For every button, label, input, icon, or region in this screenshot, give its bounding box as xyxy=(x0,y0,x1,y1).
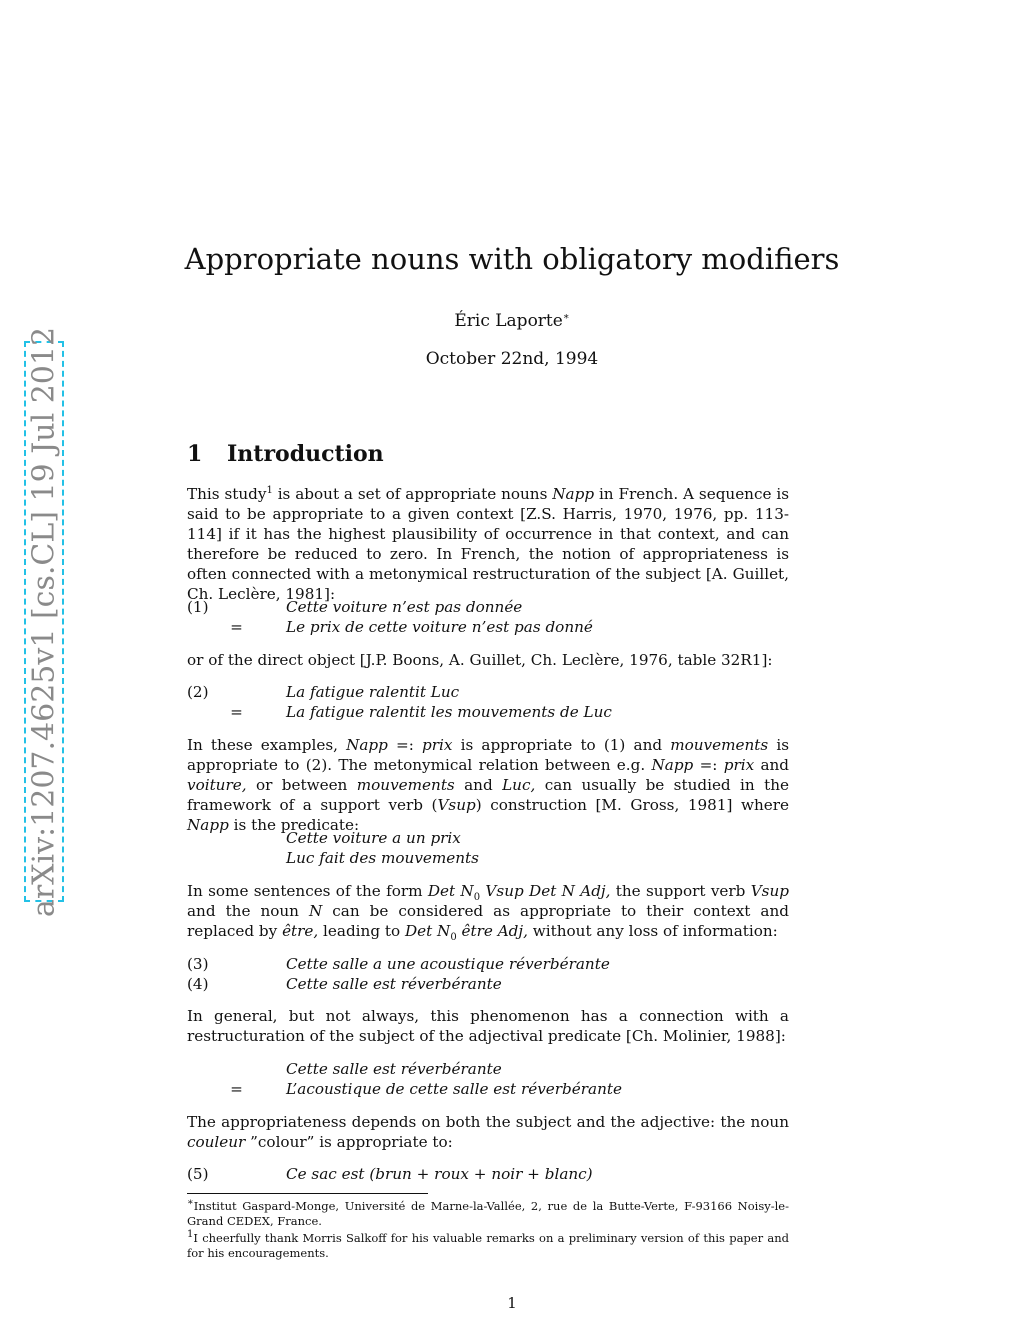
footnote-divider xyxy=(187,1193,428,1194)
arxiv-stamp xyxy=(24,326,64,917)
footnote-affiliation: ∗Institut Gaspard-Monge, Université de Marne-la-Vallée, 2, rue de la Butte-Verte, F-93166 Noisy-le-Grand CEDEX, France. xyxy=(187,1197,789,1228)
example-molinier-paraphrase xyxy=(187,1079,622,1099)
section-title: Introduction xyxy=(227,441,384,467)
example-sentence: Luc fait des mouvements xyxy=(286,849,479,867)
section-number: 1 xyxy=(187,441,203,467)
example-5 xyxy=(187,1164,593,1184)
author xyxy=(0,311,1024,331)
example-1-paraphrase xyxy=(187,617,593,637)
footnote-ref-1: 1 xyxy=(266,484,273,496)
paragraph-3: In these examples, Napp =: prix is appropriate to (1) and mouvements is appropriate to (2). The metonymical relation between e.g. Napp =: prix and voiture, or between mouvements and Luc, can usually be studied in the framework of a support verb (Vsup) construction [M. Gross, 1981] where Napp is the predicate: xyxy=(187,736,790,834)
example-sentence: Cette voiture a un prix xyxy=(286,829,461,847)
paragraph-1: This study$^1$ is about a set of appropriate nouns Napp in French. A sequence is said to be appropriate to a given context [Z.S. Harris, 1970, 1976, pp. 113-114] if it has the highest plausibility of occurrence in that context, and can therefore be reduced to zero. In French, the notion of appropriateness is often connected with a metonymical restructuration of the subject [A. Guillet, Ch. Leclère, 1981]: xyxy=(187,484,789,603)
example-sentence: Le prix de cette voiture n’est pas donné xyxy=(286,618,593,636)
section-heading xyxy=(187,441,384,467)
author-name: Éric Laporte xyxy=(454,311,563,331)
footnote-mark: 1 xyxy=(187,1229,194,1241)
example-molinier xyxy=(286,1059,502,1079)
arxiv-stamp-text: arXiv:1207.4625v1 [cs.CL] 19 Jul 2012 xyxy=(26,326,62,917)
paragraph-5: In general, but not always, this phenomenon has a connection with a restructuration of the subject of the adjectival predicate [Ch. Molinier, 1988]: xyxy=(187,1007,789,1045)
page-number: 1 xyxy=(507,1294,517,1312)
example-sentence: Cette voiture n’est pas donnée xyxy=(286,598,523,616)
example-sentence: La fatigue ralentit les mouvements de Luc xyxy=(286,703,612,721)
equals-sign: = xyxy=(230,703,243,721)
example-2-paraphrase xyxy=(187,702,612,722)
example-number: (1) xyxy=(187,598,209,616)
example-sentence: La fatigue ralentit Luc xyxy=(286,683,460,701)
example-number: (3) xyxy=(187,955,209,973)
footnote-acknowledgement: $^1$I cheerfully thank Morris Salkoff for his valuable remarks on a preliminary version of this paper and for his encouragements. xyxy=(187,1229,789,1260)
example-2 xyxy=(187,682,459,702)
date: October 22nd, 1994 xyxy=(425,349,599,369)
example-number: (2) xyxy=(187,683,209,701)
example-vsup-1 xyxy=(286,828,461,848)
paragraph-4: In some sentences of the form Det $N_0$ Vsup Det N Adj, the support verb Vsup and the noun N can be considered as appropriate to their context and replaced by être, leading to Det $N_0$ être Adj, without any loss of information: xyxy=(187,882,789,944)
example-number: (5) xyxy=(187,1165,209,1183)
example-sentence: L’acoustique de cette salle est réverbérante xyxy=(286,1080,622,1098)
example-sentence: Cette salle a une acoustique réverbérante xyxy=(286,955,610,973)
example-4 xyxy=(187,974,502,994)
example-sentence: Cette salle est réverbérante xyxy=(286,975,502,993)
example-sentence: Ce sac est (brun + roux + noir + blanc) xyxy=(286,1165,593,1183)
example-sentence: Cette salle est réverbérante xyxy=(286,1060,502,1078)
paper-title: Appropriate nouns with obligatory modifiers xyxy=(184,242,840,276)
footnote-mark: ∗ xyxy=(187,1197,194,1209)
example-vsup-2 xyxy=(286,848,479,868)
paragraph-6: The appropriateness depends on both the subject and the adjective: the noun couleur ”colour” is appropriate to: xyxy=(187,1113,789,1151)
equals-sign: = xyxy=(230,618,243,636)
author-footnote-mark: ∗ xyxy=(562,311,570,323)
example-3 xyxy=(187,954,610,974)
example-1 xyxy=(187,597,522,617)
equals-sign: = xyxy=(230,1080,243,1098)
example-number: (4) xyxy=(187,975,209,993)
paragraph-2: or of the direct object [J.P. Boons, A. Guillet, Ch. Leclère, 1976, table 32R1]: xyxy=(187,651,773,669)
